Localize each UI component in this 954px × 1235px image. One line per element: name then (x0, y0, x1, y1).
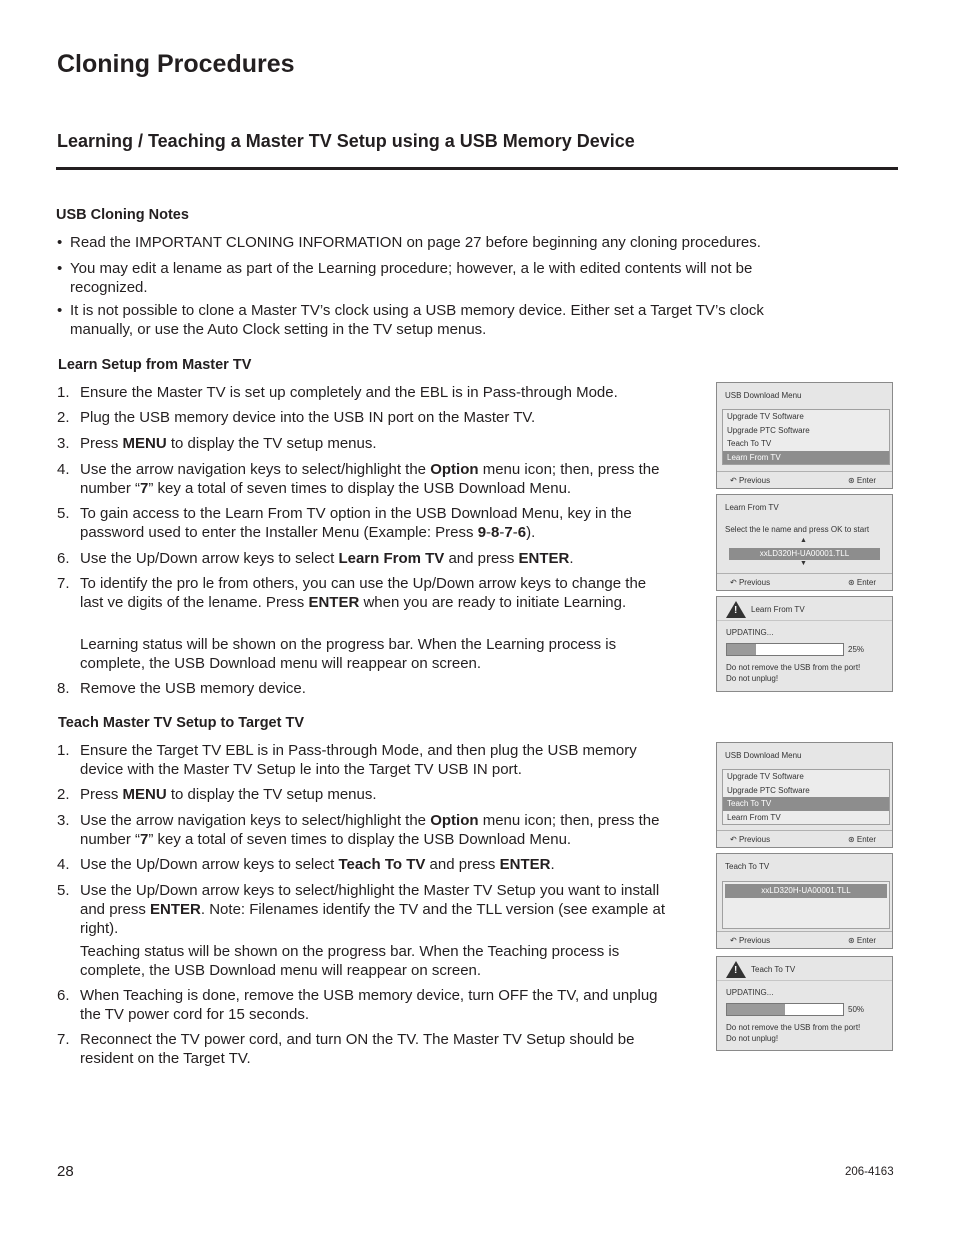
note-item (57, 259, 817, 297)
step-text: Press MENU to display the TV setup menus. (80, 786, 377, 803)
step-text: Ensure the Master TV is set up completely and the EBL is in Pass-through Mode. (80, 384, 618, 401)
step-number: 7. (57, 1031, 70, 1048)
warning-icon: ! (726, 601, 746, 618)
osd-menu-item-selected[interactable]: Learn From TV (723, 451, 889, 465)
progress-percent: 25% (848, 645, 865, 654)
note-text: It is not possible to clone a Master TV’s clock using a USB memory device. Either set a Target TV’s clock manually, or use the Auto Clock setting in the TV setup menus. (70, 302, 764, 338)
step-text: Use the Up/Down arrow keys to select Learn From TV and press ENTER. (80, 550, 574, 567)
learn-step (57, 574, 667, 612)
teach-step (57, 986, 667, 1024)
usb-download-menu-learn (716, 382, 893, 489)
osd-title: Teach To TV (751, 965, 796, 974)
ok-icon: ⊛ (847, 835, 855, 844)
teach-to-tv-dialog (716, 853, 893, 949)
learn-status-note: Learning status will be shown on the progress bar. When the Learning process is complete, the USB Download menu will reappear on screen. (80, 636, 617, 672)
teach-step (57, 855, 667, 874)
document-number: 206-4163 (845, 1166, 894, 1178)
progress-fill (727, 644, 756, 655)
page-title: Cloning Procedures (57, 50, 295, 78)
bullet-dot: • (57, 260, 63, 277)
previous-hint: ↶ Previous (730, 578, 771, 587)
step-text: Use the arrow navigation keys to select/highlight the Option menu icon; then, press the number “7” key a total of seven times to display the USB Download Menu. (80, 461, 660, 497)
learn-progress-dialog (716, 596, 893, 692)
bullet-dot: • (57, 302, 63, 319)
warning-text: Do not remove the USB from the port! (726, 663, 861, 672)
osd-divider (717, 620, 892, 621)
step-text: Use the Up/Down arrow keys to select/highlight the Master TV Setup you want to install and press ENTER. Note: Filenames identify the TV and the TLL version (see example at right). (80, 882, 666, 937)
step-text: Remove the USB memory device. (80, 680, 306, 697)
step-number: 7. (57, 575, 70, 592)
bullet-dot: • (57, 234, 63, 251)
learn-step (57, 383, 667, 402)
step-text: Plug the USB memory device into the USB IN port on the Master TV. (80, 409, 536, 426)
return-icon: ↶ (730, 578, 737, 587)
learn-step (57, 549, 667, 568)
osd-menu-item[interactable]: Teach To TV (727, 439, 772, 448)
teach-step (57, 785, 667, 804)
osd-menu-item[interactable]: Upgrade PTC Software (727, 785, 810, 795)
previous-hint: ↶ Previous (730, 835, 771, 844)
learn-step (57, 504, 667, 542)
ok-icon: ⊛ (847, 476, 855, 485)
step-text: Press MENU to display the TV setup menus. (80, 435, 377, 452)
return-icon: ↶ (730, 835, 737, 844)
progress-bar (726, 1003, 844, 1016)
step-text: Use the Up/Down arrow keys to select Teach To TV and press ENTER. (80, 856, 555, 873)
step-number: 4. (57, 461, 70, 478)
teach-status-note: Teaching status will be shown on the progress bar. When the Teaching process is complete, the USB Download menu will reappear on screen. (80, 943, 620, 979)
learn-from-tv-dialog (716, 494, 893, 591)
notes-heading: USB Cloning Notes (56, 207, 189, 223)
note-item (57, 233, 817, 252)
progress-bar (726, 643, 844, 656)
osd-title: Learn From TV (725, 503, 779, 512)
step-number: 2. (57, 786, 70, 803)
learn-heading: Learn Setup from Master TV (58, 357, 252, 373)
step-number: 8. (57, 680, 70, 697)
osd-menu-item[interactable]: Learn From TV (727, 812, 781, 822)
heading-rule (56, 167, 898, 170)
step-number: 6. (57, 987, 70, 1004)
step-number: 6. (57, 550, 70, 567)
return-icon: ↶ (730, 476, 737, 485)
enter-hint: ⊛ Enter (847, 835, 876, 844)
step-text: When Teaching is done, remove the USB memory device, turn OFF the TV, and unplug the TV power cord for 15 seconds. (80, 987, 658, 1023)
osd-footer (717, 471, 892, 488)
usb-download-menu-teach (716, 742, 893, 848)
enter-hint: ⊛ Enter (847, 936, 876, 945)
step-number: 2. (57, 409, 70, 426)
step-text: To identify the pro le from others, you can use the Up/Down arrow keys to change the last ve digits of the lename. Press ENTER when you are ready to initiate Learning. (80, 575, 647, 611)
learn-step (57, 679, 667, 698)
osd-title: USB Download Menu (725, 751, 802, 760)
osd-footer (717, 931, 892, 948)
learn-step (57, 408, 667, 427)
progress-percent: 50% (848, 1005, 865, 1014)
previous-hint: ↶ Previous (730, 936, 771, 945)
updating-text: UPDATING... (726, 988, 774, 997)
osd-title: USB Download Menu (725, 391, 802, 400)
osd-menu-item[interactable]: Upgrade TV Software (727, 412, 804, 421)
osd-menu-list (722, 409, 890, 465)
osd-prompt: Select the le name and press OK to start (725, 525, 870, 534)
teach-step (57, 811, 667, 849)
step-number: 3. (57, 435, 70, 452)
ok-icon: ⊛ (847, 578, 855, 587)
step-text: Use the arrow navigation keys to select/highlight the Option menu icon; then, press the number “7” key a total of seven times to display the USB Download Menu. (80, 812, 660, 848)
learn-step (57, 434, 667, 453)
teach-step (57, 881, 667, 938)
section-heading: Learning / Teaching a Master TV Setup using a USB Memory Device (57, 131, 635, 151)
enter-hint: ⊛ Enter (847, 578, 876, 587)
step-number: 1. (57, 742, 70, 759)
warning-icon: ! (726, 961, 746, 978)
step-text: To gain access to the Learn From TV option in the USB Download Menu, key in the password used to enter the Installer Menu (Example: Press 9-8-7-6). (80, 505, 632, 541)
step-text: Ensure the Target TV EBL is in Pass-through Mode, and then plug the USB memory device with the Master TV Setup le into the Target TV USB IN port. (80, 742, 637, 778)
arrow-up-icon[interactable]: ▲ (800, 537, 807, 544)
osd-menu-item[interactable]: Upgrade TV Software (727, 772, 804, 781)
step-number: 5. (57, 505, 70, 522)
osd-menu-item-selected[interactable]: Teach To TV (723, 797, 889, 811)
ok-icon: ⊛ (847, 936, 855, 945)
note-item (57, 301, 817, 339)
osd-menu-item[interactable]: Upgrade PTC Software (727, 425, 810, 435)
enter-hint: ⊛ Enter (847, 476, 876, 485)
return-icon: ↶ (730, 936, 737, 945)
step-number: 4. (57, 856, 70, 873)
teach-step (57, 741, 667, 779)
teach-heading: Teach Master TV Setup to Target TV (58, 715, 305, 731)
note-text: Read the IMPORTANT CLONING INFORMATION on page 27 before beginning any cloning procedures. (70, 234, 761, 251)
file-list (722, 881, 890, 929)
arrow-down-icon[interactable]: ▼ (800, 560, 807, 567)
learn-step (57, 460, 667, 498)
previous-hint: ↶ Previous (730, 476, 771, 485)
osd-title: Learn From TV (751, 605, 805, 614)
step-number: 1. (57, 384, 70, 401)
teach-step (57, 1030, 667, 1068)
step-text: Reconnect the TV power cord, and turn ON the TV. The Master TV Setup should be resident on the Target TV. (80, 1031, 635, 1067)
filename-field[interactable]: xxLD320H-UA00001.TLL (729, 548, 880, 560)
osd-title: Teach To TV (725, 862, 770, 871)
step-number: 3. (57, 812, 70, 829)
progress-fill (727, 1004, 785, 1015)
step-number: 5. (57, 882, 70, 899)
osd-divider (717, 980, 892, 981)
osd-footer (717, 573, 892, 590)
updating-text: UPDATING... (726, 628, 774, 637)
osd-footer (717, 830, 892, 847)
page-number: 28 (57, 1163, 74, 1180)
teach-progress-dialog (716, 956, 893, 1051)
note-text: You may edit a lename as part of the Learning procedure; however, a le with edited contents will not be recognized. (70, 260, 753, 296)
warning-text: Do not remove the USB from the port! (726, 1023, 861, 1032)
warning-text: Do not unplug! (726, 1034, 779, 1043)
warning-text: Do not unplug! (726, 674, 779, 683)
file-list-item-selected[interactable]: xxLD320H-UA00001.TLL (725, 884, 887, 898)
osd-menu-list (722, 769, 890, 825)
